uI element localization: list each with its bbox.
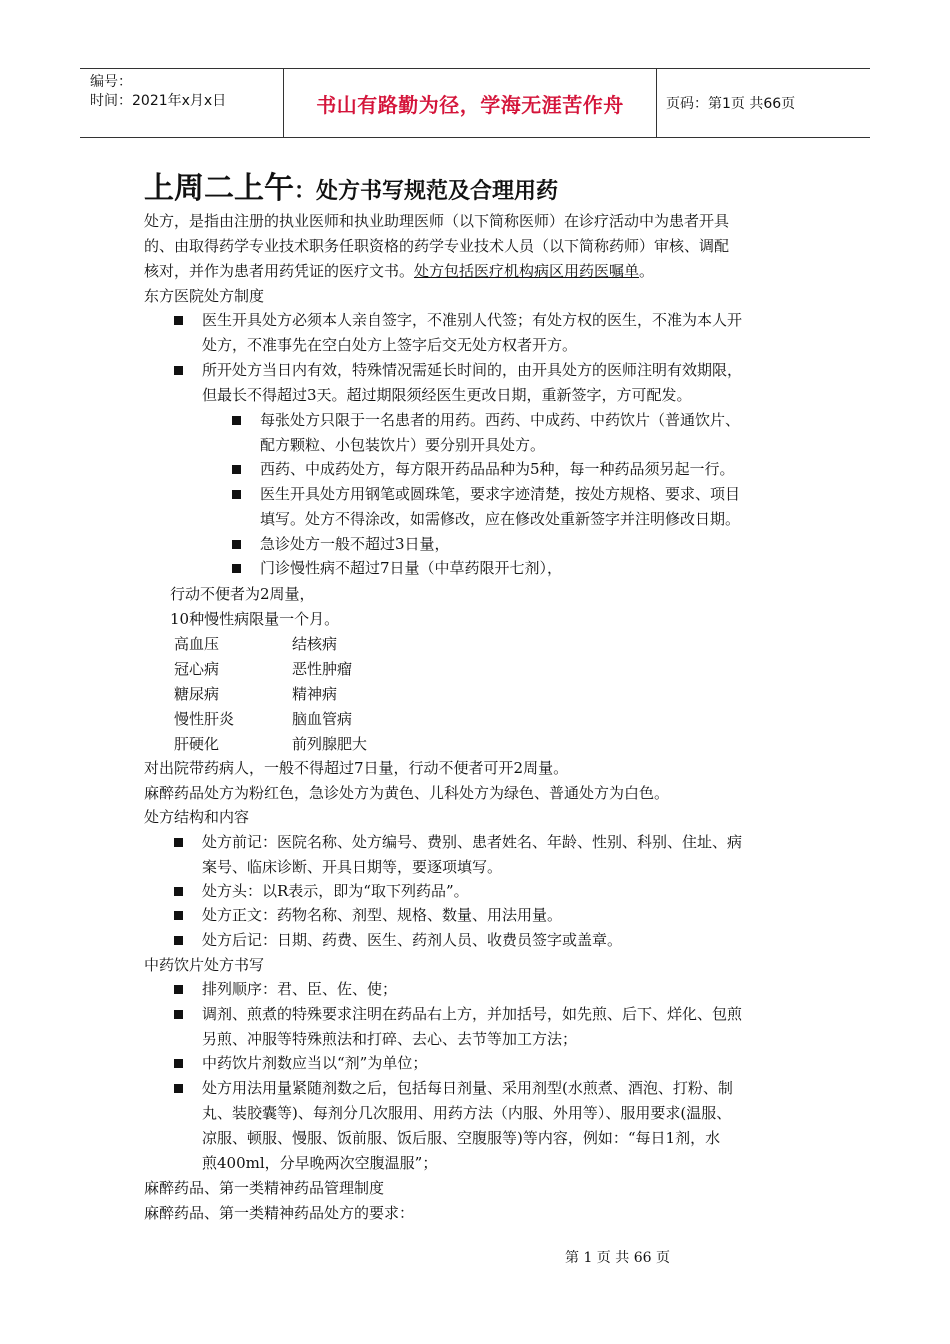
- disease-name: 冠心病: [174, 660, 220, 678]
- intro-line: 的、由取得药学专业技术职务任职资格的药学专业技术人员（以下简称药师）审核、调配: [144, 237, 730, 255]
- list-item-cont: 但最长不得超过3天。超过期限须经医生更改日期，重新签字，方可配发。: [202, 386, 692, 404]
- list-item-cont: 丸、装胶囊等)、每剂分几次服用、用药方法（内服、外用等）、服用要求(温服、: [202, 1104, 732, 1122]
- list-item-cont: 凉服、顿服、慢服、饭前服、饭后服、空腹服等)等内容，例如：“每日1剂，水: [202, 1129, 721, 1147]
- list-item-cont: 煎400ml，分早晚两次空腹温服”；: [202, 1154, 438, 1172]
- header-meta: [90, 69, 282, 137]
- title-sub: ：处方书写规范及合理用药: [294, 179, 559, 204]
- sub-list-item: 门诊慢性病不超过7日量（中草药限开七剂），: [260, 559, 563, 577]
- sub-list-item: 每张处方只限于一名患者的用药。西药、中成药、中药饮片（普通饮片、: [260, 411, 741, 429]
- disease-name: 精神病: [292, 685, 338, 703]
- bullet-icon: [232, 490, 241, 499]
- disease-name: 前列腺肥大: [292, 735, 368, 753]
- title-main: 上周二上午: [144, 171, 294, 206]
- bullet-icon: [174, 911, 183, 920]
- note-line: 10种慢性病限量一个月。: [170, 610, 340, 628]
- bullet-icon: [232, 465, 241, 474]
- page-footer: 第 1 页 共 66 页: [565, 1250, 670, 1266]
- sub-list-item: 西药、中成药处方，每方限开药品品种为5种，每一种药品须另起一行。: [260, 460, 735, 478]
- bullet-icon: [174, 936, 183, 945]
- section-heading: 东方医院处方制度: [144, 287, 265, 305]
- intro-underlined-text: 处方包括医疗机构病区用药医嘱单: [414, 262, 640, 280]
- bullet-icon: [232, 564, 241, 573]
- sub-list-item: 医生开具处方用钢笔或圆珠笔，要求字迹清楚，按处方规格、要求、项目: [260, 485, 741, 503]
- section-heading: 中药饮片处方书写: [144, 956, 265, 974]
- bullet-icon: [232, 416, 241, 425]
- list-item: 排列顺序：君、臣、佐、使；: [202, 980, 398, 998]
- list-item: 中药饮片剂数应当以“剂”为单位；: [202, 1054, 428, 1072]
- intro-text: 核对，并作为患者用药凭证的医疗文书。: [144, 262, 415, 280]
- bullet-icon: [174, 1010, 183, 1019]
- paragraph-line: 对出院带药病人，一般不得超过7日量，行动不便者可开2周量。: [144, 759, 569, 777]
- disease-name: 结核病: [292, 635, 338, 653]
- disease-name: 肝硬化: [174, 735, 220, 753]
- section-heading: 麻醉药品、第一类精神药品处方的要求：: [144, 1204, 415, 1222]
- page-code: 页码：第1页 共66页: [666, 96, 796, 112]
- list-item: 处方用法用量紧随剂数之后，包括每日剂量、采用剂型(水煎煮、酒泡、打粉、制: [202, 1079, 733, 1097]
- list-item-cont: 另煎、冲服等特殊煎法和打碎、去心、去节等加工方法；: [202, 1030, 578, 1048]
- disease-name: 慢性肝炎: [174, 710, 235, 728]
- motto: 书山有路勤为径，学海无涯苦作舟: [316, 92, 624, 117]
- paragraph-line: 麻醉药品处方为粉红色，急诊处方为黄色、儿科处方为绿色、普通处方为白色。: [144, 784, 670, 802]
- bullet-icon: [174, 1059, 183, 1068]
- header-motto-cell: [283, 69, 657, 137]
- intro-line: [144, 260, 654, 282]
- sub-list-item-cont: 填写。处方不得涂改，如需修改，应在修改处重新签字并注明修改日期。: [260, 510, 741, 528]
- disease-name: 糖尿病: [174, 685, 220, 703]
- bullet-icon: [232, 540, 241, 549]
- list-item: 调剂、煎煮的特殊要求注明在药品右上方，并加括号，如先煎、后下、烊化、包煎: [202, 1005, 743, 1023]
- page-header: [80, 68, 870, 138]
- disease-name: 高血压: [174, 635, 220, 653]
- disease-name: 脑血管病: [292, 710, 353, 728]
- list-item: 医生开具处方必须本人亲自签字，不准别人代签；有处方权的医生，不准为本人开: [202, 311, 743, 329]
- document-title: [144, 163, 558, 207]
- section-heading: 麻醉药品、第一类精神药品管理制度: [144, 1179, 385, 1197]
- time-label: 时间：2021年x月x日: [90, 93, 227, 109]
- sub-list-item-cont: 配方颗粒、小包装饮片）要分别开具处方。: [260, 436, 546, 454]
- section-heading: 处方结构和内容: [144, 808, 250, 826]
- list-item-cont: 案号、临床诊断、开具日期等，要逐项填写。: [202, 858, 503, 876]
- list-item: 处方头：以R表示，即为“取下列药品”。: [202, 882, 469, 900]
- list-item: 处方正文：药物名称、剂型、规格、数量、用法用量。: [202, 906, 563, 924]
- bullet-icon: [174, 316, 183, 325]
- note-line: 行动不便者为2周量，: [170, 585, 315, 603]
- intro-line: 处方，是指由注册的执业医师和执业助理医师（以下简称医师）在诊疗活动中为患者开具: [144, 212, 730, 230]
- bullet-icon: [174, 366, 183, 375]
- bullet-icon: [174, 1084, 183, 1093]
- bullet-icon: [174, 887, 183, 896]
- disease-name: 恶性肿瘤: [292, 660, 353, 678]
- header-page-code: [666, 69, 866, 137]
- list-item: 处方后记：日期、药费、医生、药剂人员、收费员签字或盖章。: [202, 931, 623, 949]
- bullet-icon: [174, 985, 183, 994]
- list-item: 所开处方当日内有效，特殊情况需延长时间的，由开具处方的医师注明有效期限，: [202, 361, 743, 379]
- bullet-icon: [174, 838, 183, 847]
- sub-list-item: 急诊处方一般不超过3日量，: [260, 535, 450, 553]
- intro-text-end: 。: [639, 262, 655, 280]
- list-item-cont: 处方，不准事先在空白处方上签字后交无处方权者开方。: [202, 336, 578, 354]
- list-item: 处方前记：医院名称、处方编号、费别、患者姓名、年龄、性别、科别、住址、病: [202, 833, 743, 851]
- number-label: 编号：: [90, 74, 132, 90]
